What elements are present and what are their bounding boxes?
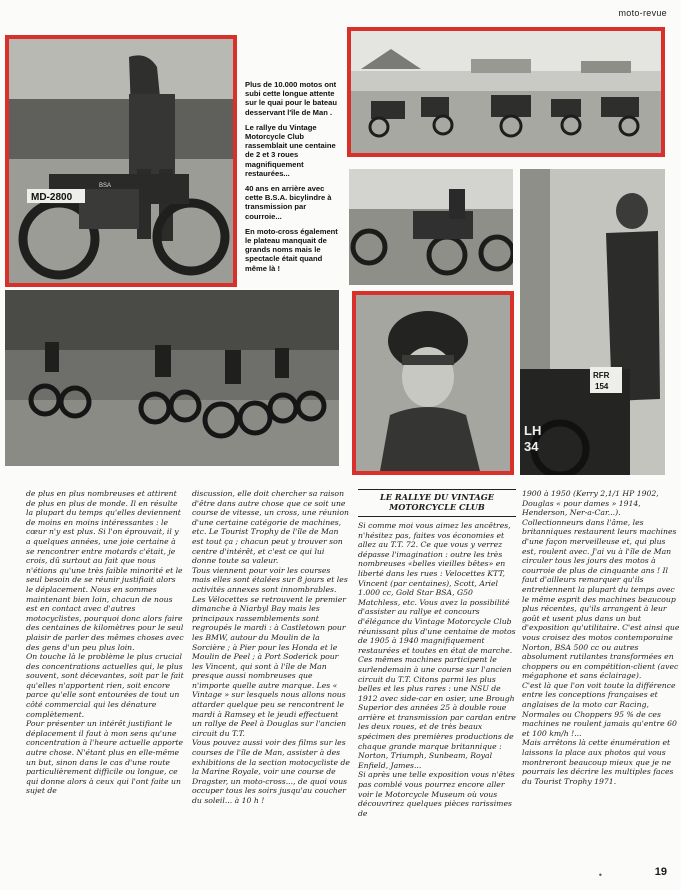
article-heading xyxy=(358,489,516,517)
page-number: 19 xyxy=(654,866,667,878)
license-plate-text: MD-2800 xyxy=(31,192,73,203)
article-column-4 xyxy=(522,489,680,786)
paragraph: On touche là le problème le plus crucial des concentrations actuelles qui, le plus souvent, sont décevantes, soit par le fait qu'elles n'apportent rien, soit encore parce qu'elle sont entourées de tout un côté commercial qui les dénature complètement. xyxy=(26,652,184,719)
paragraph: Si après une telle exposition vous n'êtes pas comblé vous pourrez encore aller voir le Motorcycle Museum où vous découvrirez quelques pièces rarissimes de xyxy=(358,770,515,818)
paragraph: discussion, elle doit chercher sa raison d'être dans autre chose que ce soit une course de vitesse, un cross, une réunion d'une certaine catégorie de machines, etc. Le Tourist Trophy de l'île de Man est tout ça ; chacun peut y trouver son centre d'intérêt, et c'est ce qui lui donne toute sa valeur. xyxy=(192,489,349,566)
heading-line-1: LE RALLYE DU VINTAGE xyxy=(380,492,494,502)
side-numbers-text: 34 xyxy=(524,439,539,454)
photo-quai-sidecars xyxy=(347,27,665,157)
paragraph: 1900 à 1950 (Kerry 2,1/1 HP 1902, Douglas « pour dames » 1914, Henderson, Ner-a-Car...). Collectionneurs dans l'âme, les britanniques restaurent leurs machines d'une façon merveilleuse et, qui plus est, roulent avec. J'ai vu à l'île de Man circuler tous les jours des motos à courroie de plus de cinquante ans ! Il faut d'ailleurs remarquer qu'ils entretiennent la plupart du temps avec le même esprit des machines beaucoup plus récentes, qu'ils arrangent à leur goût et usent plus dans un but d'exposition qu'utilitaire. C'est ainsi que vous croisez des motos contemporaine Norton, BSA 500 cc ou autres absolument rutilantes transformées en choppers ou en compétition-client (avec mégaphone et sans éclairage). xyxy=(522,489,680,681)
heading-line-2: MOTORCYCLE CLUB xyxy=(389,502,485,512)
paragraph: Vous pouvez aussi voir des films sur les courses de l'île de Man, assister à des exhibitions de la section motocycliste de la Marine Royale, voir une course de Dragster, un moto-cross..., de quoi vous occuper tous les soirs jusqu'au coucher du soleil... à 10 h ! xyxy=(192,738,350,805)
paragraph: Mais arrêtons là cette énumération et laissons la place aux photos qui vous montreront beaucoup mieux que je ne pourrais les décrire les multiples faces du Tourist Trophy 1971. xyxy=(522,738,674,786)
photo-man-with-motorcycle xyxy=(520,169,665,475)
side-letters-text: LH xyxy=(524,423,542,438)
article-column-2 xyxy=(192,489,350,806)
paragraph: Pour présenter un intérêt justifiant le déplacement il faut à mon sens qu'une concentration à l'heure actuelle apporte autre chose. N'étant plus en elle-même un but, sinon dans le cas d'une route particulièrement difficile ou longue, ce qui donne alors à ceux qui l'ont faite un sujet de xyxy=(26,719,184,796)
page-dot: • xyxy=(598,871,603,880)
article-column-1 xyxy=(26,489,184,796)
caption-motocross: En moto-cross également le plateau manquait de grands noms mais le spectacle était quand même là ! xyxy=(245,226,338,273)
photo-helmet-portrait xyxy=(352,291,514,475)
article-column-3 xyxy=(358,489,516,818)
caption-quai: Plus de 10.000 motos ont subi cette longue attente sur le quai pour le bateau desservant l'île de Man . xyxy=(245,80,337,117)
photo-bsa-rider xyxy=(5,35,237,287)
paragraph: C'est là que l'on voit toute la différence entre les conceptions françaises et anglaises de la moto car Racing, Normales ou Choppers 95 % de ces machines ne roulent jamais qu'entre 60 et 100 km/h !... xyxy=(522,680,677,738)
paragraph: Si comme moi vous aimez les ancêtres, n'hésitez pas, faites vos économies et allez au T.T. 72. Ce que vous y verrez dépasse l'imagination : outre les très nombreuses «belles vieilles bêtes» en liberté dans les rues : Velocettes KTT, Vincent (par centaines), Scott, Ariel 1.000 cc, Gold Star BSA, G50 Matchless, etc. Vous avez la possibilité d'assister au rallye et concours d'élégance du Vintage Motorcycle Club réunissant plus d'une centaine de motos de 1905 à 1940 magnifiquement restaurées et toutes en état de marche. Ces mêmes machines participent le surlendemain à une course sur l'ancien circuit du T.T. Citons parmi les plus belles et les plus rares : une NSU de 1912 avec side-car en osier, une Brough Superior des années 25 à double roue arrière et transmission par cardan entre les deux roues, et de très beaux spécimen des premières productions de chaque grande marque britannique : Norton, Triumph, Sunbeam, Royal Enfield, James... xyxy=(358,521,516,770)
paragraph: de plus en plus nombreuses et attirent de plus en plus de monde. Il en résulte la plupart du temps qu'elles deviennent de moins en moins intéressantes : le cœur n'y est plus. Si l'on éprouvait, il y a quelques années, une joie certaine à se rencontrer entre motards c'était, je crois, dû surtout au fait que nous n'étions qu'une très faible minorité et le seul besoin de se réunir justifiait alors le déplacement. Nous en sommes maintenant bien loin, chacun de nous est en contact avec d'autres motocyclistes, pourquoi donc alors faire des centaines de kilomètres pour le seul plaisir de parler des mêmes choses avec des gens d'un peu plus loin. xyxy=(26,489,184,652)
photo-vintage-motos xyxy=(349,169,513,285)
section-header: moto-revue xyxy=(618,8,667,18)
plate-bottom-text: 154 xyxy=(595,382,609,391)
caption-rallye: Le rallye du Vintage Motorcycle Club rassemblait une centaine de 2 et 3 roues magnifiquement restaurées... xyxy=(245,122,336,178)
plate-top-text: RFR xyxy=(593,371,610,380)
tank-badge-text: BSA xyxy=(99,183,112,189)
paragraph: Tous viennent pour voir les courses mais elles sont étalées sur 8 jours et les activités annexes sont innombrables. Les Vélocettes se retrouvent le premier dimanche à Niarbyl Bay mais les principaux rassemblements sont regroupés le mardi : à Castletown pour les BMW, autour du Moulin de la Sorcière ; à Pier pour les Honda et le Moulin de Peel ; à Port Soderick pour les Vincent, qui sont à l'île de Man presque aussi nombreuses que n'importe quelle autre marque. Les « Vintage » sur lesquels nous allons nous attarder quelque peu se rencontrent le mardi à Ramsey et le jeudi effectuent un rallye de Peel à Douglas sur l'ancien circuit du T.T. xyxy=(192,565,348,738)
photo-captions xyxy=(245,80,343,279)
photo-motocross xyxy=(5,290,339,466)
caption-bsa: 40 ans en arrière avec cette B.S.A. bicylindre à transmission par courroie... xyxy=(245,184,332,221)
